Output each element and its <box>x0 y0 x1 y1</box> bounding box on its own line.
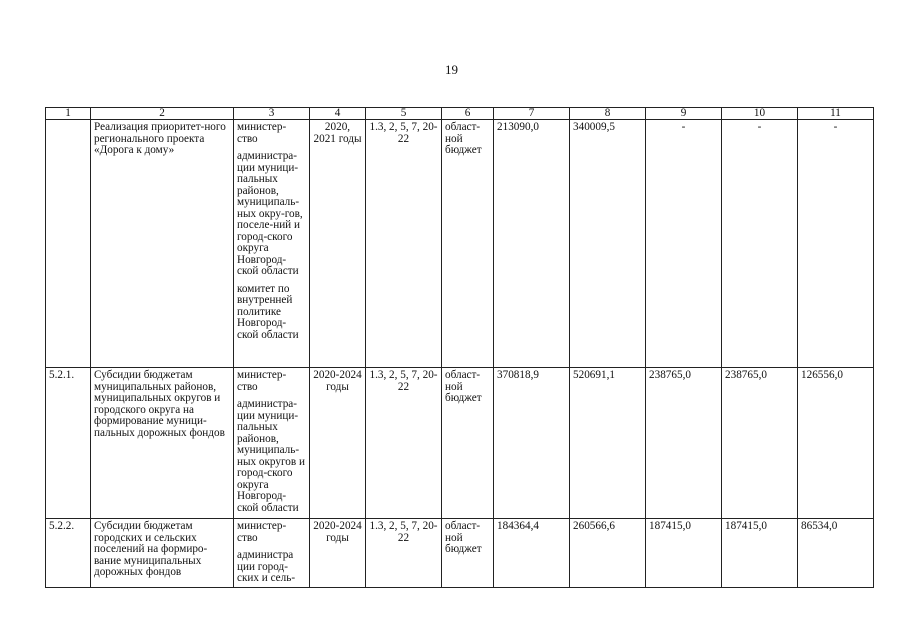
target-indicators: 1.3, 2, 5, 7, 20-22 <box>366 120 442 368</box>
column-number-row <box>46 108 874 120</box>
funding-source: област-ной бюджет <box>442 368 494 519</box>
funding-source: област-ной бюджет <box>442 519 494 588</box>
item-number: 5.2.1. <box>46 368 91 519</box>
funding-source: област-ной бюджет <box>442 120 494 368</box>
page-number: 19 <box>445 62 458 77</box>
target-indicators: 1.3, 2, 5, 7, 20-22 <box>366 519 442 588</box>
executor: администра ции город-ских и сель- <box>237 549 296 584</box>
value-col9: 238765,0 <box>646 368 722 519</box>
value-col10: 238765,0 <box>722 368 798 519</box>
item-number: 5.2.2. <box>46 519 91 588</box>
column-number: 6 <box>442 108 494 120</box>
executor: администра-ции муници-пальных районов, муниципаль-ных окру-гов, поселе-ний и город-ского округа Новгород-ской области <box>237 150 303 277</box>
years: 2020, 2021 годы <box>310 120 366 368</box>
item-number <box>46 120 91 368</box>
column-number: 10 <box>722 108 798 120</box>
executor: министер-ство <box>237 121 287 145</box>
column-number: 3 <box>234 108 310 120</box>
table-row <box>46 368 874 519</box>
value-col11: - <box>798 120 874 368</box>
years: 2020-2024 годы <box>310 368 366 519</box>
value-col8: 260566,6 <box>570 519 646 588</box>
target-indicators: 1.3, 2, 5, 7, 20-22 <box>366 368 442 519</box>
executors-cell <box>234 120 310 368</box>
item-name: Субсидии бюджетам муниципальных районов, муниципальных округов и городского округа на формирование муници-пальных дорожных фондов <box>91 368 234 519</box>
column-number: 1 <box>46 108 91 120</box>
value-col7: 213090,0 <box>494 120 570 368</box>
executors-cell <box>234 368 310 519</box>
value-col9: - <box>646 120 722 368</box>
column-number: 2 <box>91 108 234 120</box>
value-col10: - <box>722 120 798 368</box>
value-col8: 520691,1 <box>570 368 646 519</box>
value-col11: 126556,0 <box>798 368 874 519</box>
executor: министер-ство <box>237 520 287 544</box>
column-number: 5 <box>366 108 442 120</box>
value-col9: 187415,0 <box>646 519 722 588</box>
item-name: Субсидии бюджетам городских и сельских поселений на формиро-вание муниципальных дорожных фондов <box>91 519 234 588</box>
column-number: 4 <box>310 108 366 120</box>
value-col7: 370818,9 <box>494 368 570 519</box>
value-col8: 340009,5 <box>570 120 646 368</box>
table-row <box>46 120 874 368</box>
value-col11: 86534,0 <box>798 519 874 588</box>
program-table <box>45 107 874 588</box>
value-col7: 184364,4 <box>494 519 570 588</box>
value-col10: 187415,0 <box>722 519 798 588</box>
column-number: 7 <box>494 108 570 120</box>
executor: министер-ство <box>237 369 287 393</box>
executor: администра-ции муници-пальных районов, муниципаль-ных округов и город-ского округа Новгород-ской области <box>237 398 305 514</box>
executor: комитет по внутренней политике Новгород-ской области <box>237 282 299 341</box>
item-name: Реализация приоритет-ного регионального проекта «Дорога к дому» <box>91 120 234 368</box>
years: 2020-2024 годы <box>310 519 366 588</box>
executors-cell <box>234 519 310 588</box>
column-number: 11 <box>798 108 874 120</box>
column-number: 9 <box>646 108 722 120</box>
table-row <box>46 519 874 588</box>
column-number: 8 <box>570 108 646 120</box>
